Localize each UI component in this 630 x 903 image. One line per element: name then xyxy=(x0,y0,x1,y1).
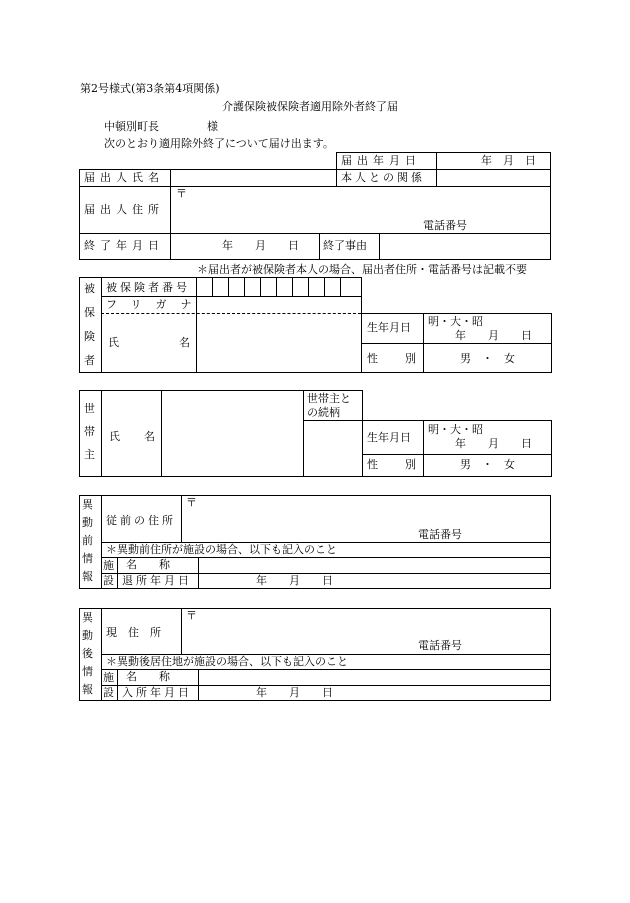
before-postal-mark: 〒 xyxy=(186,496,197,509)
before-side-1: 異 xyxy=(82,498,93,511)
furigana-label: フリガナ xyxy=(106,298,206,311)
after-facility-1: 施 xyxy=(103,671,114,684)
insured-sex-value[interactable]: 男 ・ 女 xyxy=(460,352,515,365)
notifier-note: ＊届出者が被保険者本人の場合、届出者住所・電話番号は記載不要 xyxy=(197,263,527,276)
before-leave-date-value[interactable]: 年 月 日 xyxy=(256,574,333,587)
after-enter-date-value[interactable]: 年 月 日 xyxy=(256,686,333,699)
household-sex-label-2: 別 xyxy=(405,458,416,471)
household-name-label-2: 名 xyxy=(144,430,155,443)
after-address-label: 現 住 所 xyxy=(106,626,161,639)
insured-birth-label: 生年月日 xyxy=(367,321,411,334)
after-side-4: 情 xyxy=(82,665,93,678)
form-title: 介護保険被保険者適用除外者終了届 xyxy=(222,100,398,113)
household-side-1: 世 xyxy=(84,402,95,415)
insured-birth-value[interactable]: 年 月 日 xyxy=(455,329,532,342)
insured-side-1: 被 xyxy=(84,282,95,295)
after-side-3: 後 xyxy=(82,647,93,660)
before-address-label: 従前の住所 xyxy=(106,514,176,527)
insured-name-label-2: 名 xyxy=(179,336,190,349)
insured-era: 明・大・昭 xyxy=(428,315,483,328)
insured-side-3: 険 xyxy=(84,330,95,343)
after-postal-mark: 〒 xyxy=(186,609,197,622)
date-value[interactable]: 年 月 日 xyxy=(481,154,536,167)
household-sex-label-1: 性 xyxy=(367,458,378,471)
relation-label: 本人との関係 xyxy=(341,171,425,184)
insured-sex-label-1: 性 xyxy=(367,352,378,365)
addressee-sama: 様 xyxy=(207,120,218,133)
insured-name-label-1: 氏 xyxy=(108,336,119,349)
end-date-label: 終了年月日 xyxy=(84,239,164,252)
before-side-5: 報 xyxy=(82,570,93,583)
notifier-address-label: 届出人住所 xyxy=(84,203,164,216)
before-side-4: 情 xyxy=(82,552,93,565)
household-birth-label: 生年月日 xyxy=(367,431,411,444)
before-side-2: 動 xyxy=(82,516,93,529)
intro-text: 次のとおり適用除外終了について届け出ます。 xyxy=(104,137,334,150)
after-phone-label: 電話番号 xyxy=(418,639,462,652)
form-number: 第2号様式(第3条第4項関係) xyxy=(80,82,220,95)
household-birth-value[interactable]: 年 月 日 xyxy=(455,437,532,450)
insured-sex-label-2: 別 xyxy=(405,352,416,365)
end-date-value[interactable]: 年 月 日 xyxy=(222,239,299,252)
household-sex-value[interactable]: 男 ・ 女 xyxy=(460,458,515,471)
household-era: 明・大・昭 xyxy=(428,423,483,436)
postal-mark: 〒 xyxy=(176,187,187,200)
after-note: ＊異動後居住地が施設の場合、以下も記入のこと xyxy=(106,655,348,668)
after-side-5: 報 xyxy=(82,683,93,696)
before-facility-name-label: 名 称 xyxy=(126,558,170,571)
before-facility-1: 施 xyxy=(103,559,114,572)
end-reason-label: 終了事由 xyxy=(323,239,367,252)
after-facility-name-label: 名 称 xyxy=(126,670,170,683)
notifier-name-label: 届出人氏名 xyxy=(84,171,164,184)
after-facility-2: 設 xyxy=(103,686,114,699)
before-phone-label: 電話番号 xyxy=(418,528,462,541)
after-enter-date-label: 入所年月日 xyxy=(122,686,192,699)
date-label: 届出年月日 xyxy=(341,154,421,167)
after-side-2: 動 xyxy=(82,629,93,642)
addressee: 中頓別町長 xyxy=(104,120,159,133)
before-facility-2: 設 xyxy=(103,574,114,587)
before-side-3: 前 xyxy=(82,534,93,547)
phone-label: 電話番号 xyxy=(423,219,467,232)
insured-number-label: 被保険者番号 xyxy=(106,281,190,294)
household-relation-label-1: 世帯主と xyxy=(307,392,351,405)
before-leave-date-label: 退所年月日 xyxy=(122,574,192,587)
before-note: ＊異動前住所が施設の場合、以下も記入のこと xyxy=(106,543,337,556)
household-side-2: 帯 xyxy=(84,425,95,438)
household-relation-label-2: の続柄 xyxy=(307,406,340,419)
after-side-1: 異 xyxy=(82,611,93,624)
insured-side-2: 保 xyxy=(84,306,95,319)
insured-side-4: 者 xyxy=(84,354,95,367)
household-side-3: 主 xyxy=(84,448,95,461)
household-name-label-1: 氏 xyxy=(109,430,120,443)
